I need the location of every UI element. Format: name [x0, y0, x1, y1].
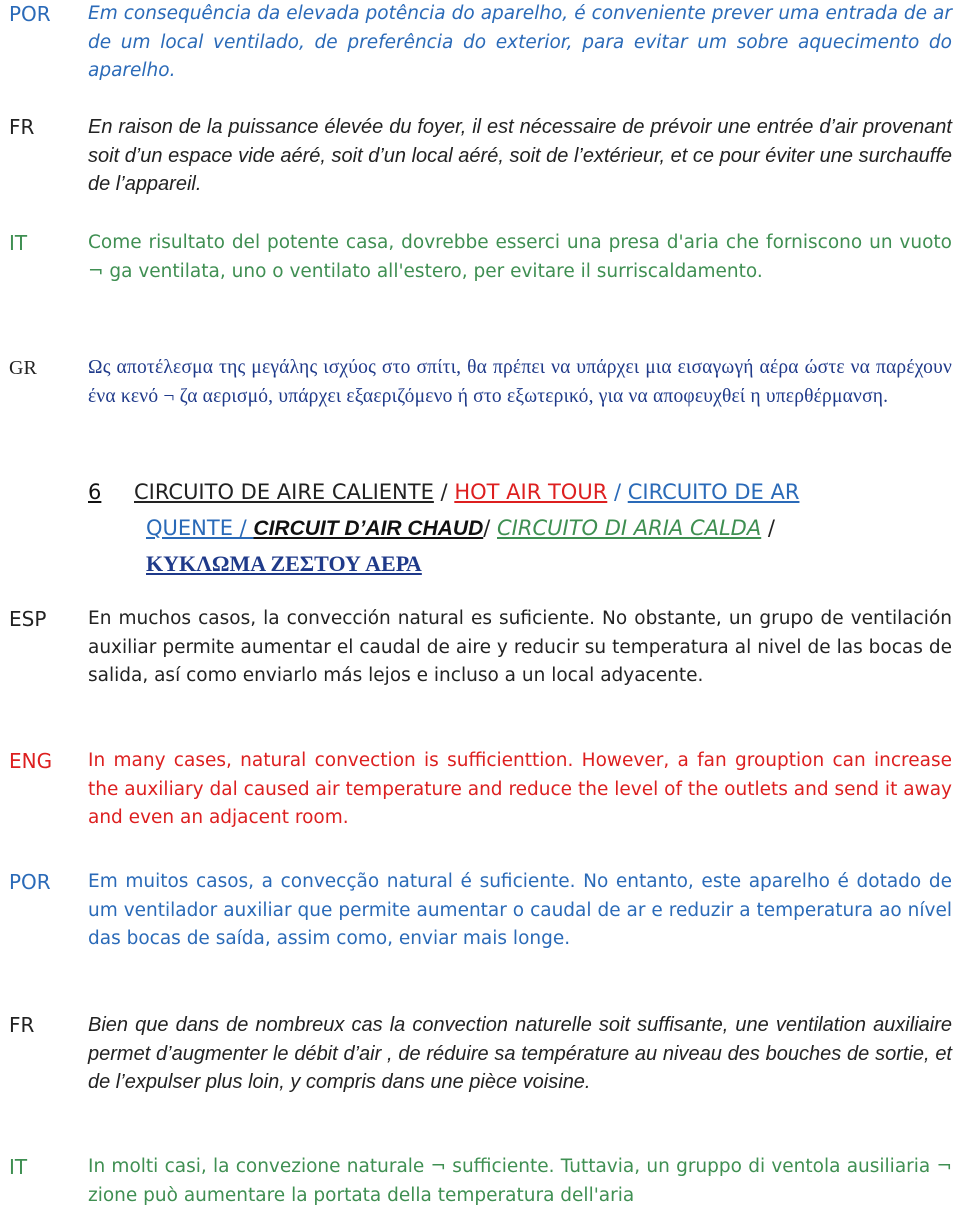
paragraph-it: Come risultato del potente casa, dovrebbe esserci una presa d'aria che forniscono un vuoto ¬ ga ventilata, uno o ventilato all'estero, per evitare il surriscaldamento. [88, 232, 952, 282]
heading-eng: HOT AIR TOUR [454, 480, 608, 504]
lang-label-por: POR [9, 870, 51, 894]
heading-esp: CIRCUITO DE AIRE CALIENTE [134, 480, 434, 504]
heading-line-1 [134, 474, 799, 510]
paragraph-it: In molti casi, la convezione naturale ¬ sufficiente. Tuttavia, un gruppo di ventola ausiliaria ¬ zione può aumentare la portata della temperatura dell'aria [88, 1156, 952, 1206]
heading-gr: ΚΥΚΛΩΜΑ ΖΕΣΤΟΥ ΑΕΡΑ [146, 551, 422, 576]
heading-por-b: QUENTE [146, 516, 233, 540]
heading-sep: / [232, 516, 254, 540]
lang-label-fr: FR [9, 115, 35, 139]
paragraph-fr: Bien que dans de nombreux cas la convection naturelle soit suffisante, une ventilation auxiliaire permet d’augmenter le débit d’air , de réduire sa température au niveau des bouches de sortie, et de l’expulser plus loin, y compris dans une pièce voisine. [88, 1014, 952, 1094]
lang-label-esp: ESP [9, 607, 47, 631]
heading-line-2 [146, 510, 775, 547]
lang-label-gr: GR [9, 357, 37, 379]
lang-label-eng: ENG [9, 749, 53, 773]
heading-sep: / [761, 516, 775, 540]
paragraph-fr: En raison de la puissance élevée du foyer, il est nécessaire de prévoir une entrée d’air provenant soit d’un espace vide aéré, soit d’un local aéré, soit de l’extérieur, et ce pour éviter une surchauffe de l’appareil. [88, 116, 952, 196]
paragraph-eng: In many cases, natural convection is sufficienttion. However, a fan grouption can increase the auxiliary dal caused air temperature and reduce the level of the outlets and send it away and even an adjacent room. [88, 750, 952, 829]
lang-label-it: IT [9, 1155, 28, 1179]
heading-it: CIRCUITO DI ARIA CALDA [497, 516, 762, 540]
paragraph-esp: En muchos casos, la convección natural es suficiente. No obstante, un grupo de ventilación auxiliar permite aumentar el caudal de aire y reducir su temperatura al nivel de las bocas de salida, así como enviarlo más lejos e incluso a un local adyacente. [88, 608, 952, 687]
paragraph-por: Em muitos casos, a convecção natural é suficiente. No entanto, este aparelho é dotado de um ventilador auxiliar que permite aumentar o caudal de ar e reduzir a temperatura ao nível das bocas de saída, assim como, enviar mais longe. [88, 871, 952, 950]
paragraph-gr: Ως αποτέλεσμα της μεγάλης ισχύος στο σπίτι, θα πρέπει να υπάρχει μια εισαγωγή αέρα ώστε να παρέχουν ένα κενό ¬ ζα αερισμό, υπάρχει εξαεριζόμενο ή στο εξωτερικό, για να αποφευχθεί η υπερθέρμανση. [88, 357, 952, 407]
heading-sep: / [607, 480, 628, 504]
lang-label-por: POR [9, 2, 51, 26]
paragraph-por: Em consequência da elevada potência do aparelho, é conveniente prever uma entrada de ar de um local ventilado, de preferência do exterior, para evitar um sobre aquecimento do aparelho. [88, 3, 952, 82]
heading-por-a: CIRCUITO DE AR [627, 480, 800, 504]
section-number: 6 [88, 480, 102, 504]
heading-fr: CIRCUIT D’AIR CHAUD [253, 517, 484, 540]
lang-label-fr: FR [9, 1013, 35, 1037]
lang-label-it: IT [9, 231, 28, 255]
heading-sep: / [483, 516, 498, 540]
heading-sep: / [433, 480, 455, 504]
